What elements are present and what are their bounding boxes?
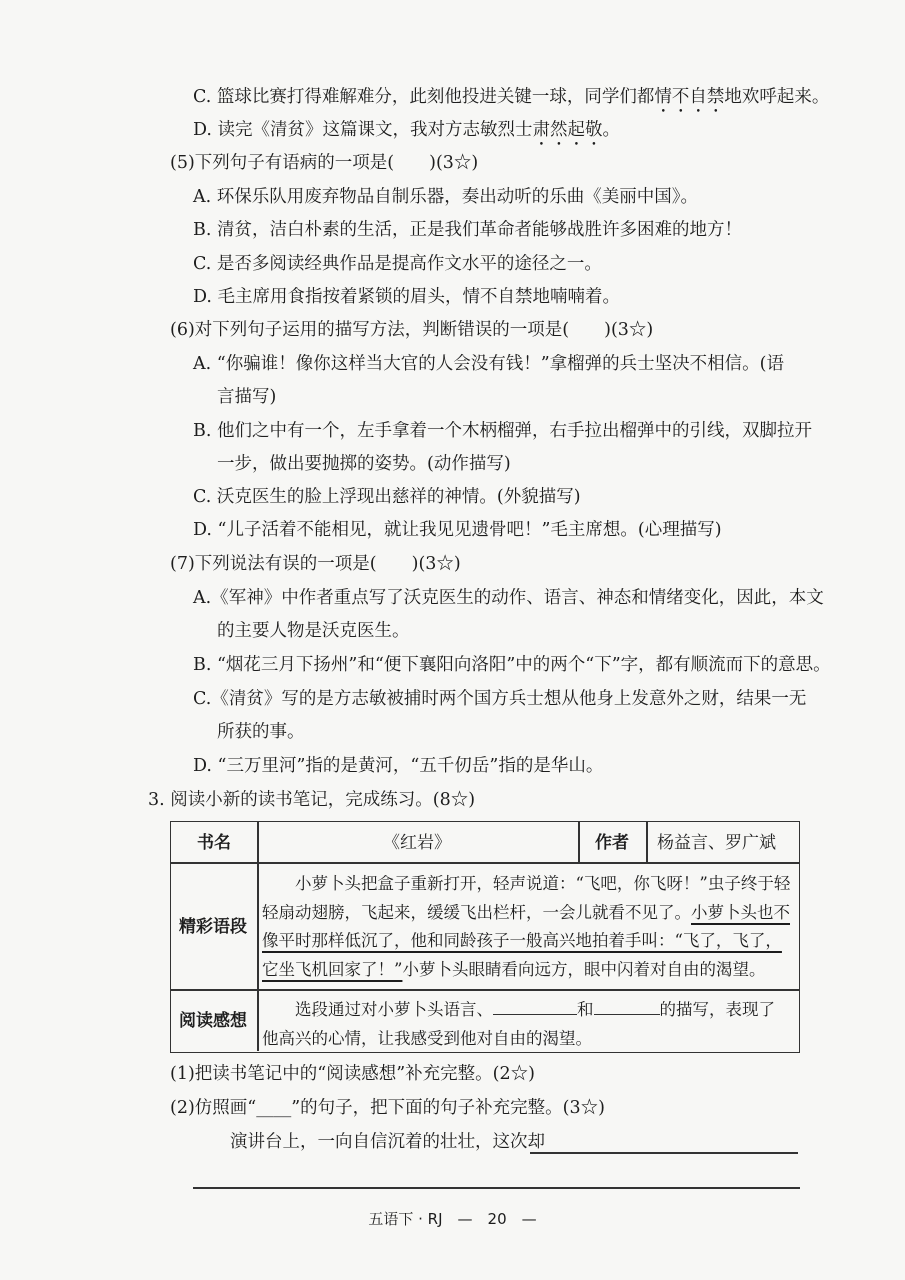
q5-option-c: C. 是否多阅读经典作品是提高作文水平的途径之一。 <box>193 254 602 274</box>
q3-sub2: (2)仿照画“____”的句子，把下面的句子补充完整。(3☆) <box>170 1098 605 1118</box>
q3-stem: 3. 阅读小新的读书笔记，完成练习。(8☆) <box>148 790 476 810</box>
book-title: 《红岩》 <box>383 833 451 853</box>
q4-option-c: C. 篮球比赛打得难解难分，此刻他投进关键一球，同学们都情不自禁地欢呼起来。 <box>193 87 830 107</box>
excerpt-text: 小萝卜头把盒子重新打开，轻声说道：“飞吧，你飞呀！”虫子终于轻轻扇动翅膀，飞起来，缓缓飞出栏杆，一会儿就看不见了。小萝卜头也不像平时那样低沉了，他和同龄孩子一般高兴地拍着手叫：“飞了，飞了，它坐飞机回家了！”小萝卜头眼睛看向远方，眼中闪着对自由的渴望。 <box>262 874 791 979</box>
reflection-text: 选段通过对小萝卜头语言、 和 的描写，表现了 他高兴的心情，让我感受到他对自由的渴望。 <box>262 996 792 1053</box>
author-name: 杨益言、罗广斌 <box>657 833 776 853</box>
q6-option-d: D. “儿子活着不能相见，就让我见见遗骨吧！”毛主席想。(心理描写) <box>193 520 722 540</box>
q5-option-a: A. 环保乐队用废弃物品自制乐器，奏出动听的乐曲《美丽中国》。 <box>193 187 699 207</box>
table-divider <box>646 822 648 862</box>
q7-option-c: C.《清贫》写的是方志敏被捕时两个国方兵士想从他身上发意外之财，结果一无 <box>193 689 807 709</box>
q5-option-b: B. 清贫，洁白朴素的生活，正是我们革命者能够战胜许多困难的地方！ <box>193 220 742 240</box>
q7-option-b: B. “烟花三月下扬州”和“便下襄阳向洛阳”中的两个“下”字，都有顺流而下的意思。 <box>193 655 831 675</box>
table-divider <box>171 989 799 991</box>
q6-option-b: B. 他们之中有一个，左手拿着一个木柄榴弹，右手拉出榴弹中的引线，双脚拉开 <box>193 421 812 441</box>
q7-stem: (7)下列说法有误的一项是( )(3☆) <box>170 554 461 574</box>
q6-stem: (6)对下列句子运用的描写方法，判断错误的一项是( )(3☆) <box>170 320 654 340</box>
q7-option-c-cont: 所获的事。 <box>217 722 305 742</box>
reflection-blank-1[interactable] <box>493 996 577 1015</box>
q3-sub2-prompt: 演讲台上，一向自信沉着的壮壮，这次却 <box>230 1132 545 1152</box>
answer-line-1[interactable] <box>530 1152 798 1154</box>
table-divider <box>257 822 259 1051</box>
answer-line-2[interactable] <box>193 1187 800 1189</box>
excerpt-label: 精彩语段 <box>179 917 247 937</box>
q6-option-c: C. 沃克医生的脸上浮现出慈祥的神情。(外貌描写) <box>193 487 581 507</box>
q5-stem: (5)下列句子有语病的一项是( )(3☆) <box>170 153 479 173</box>
book-label: 书名 <box>197 833 231 853</box>
excerpt-underlined: 小萝卜头也不像平时那样低沉了，他和同龄孩子一般高兴地拍着手叫：“飞了，飞了，它坐飞机回家了！” <box>262 902 790 979</box>
reflection-blank-2[interactable] <box>594 996 660 1015</box>
author-label: 作者 <box>595 833 629 853</box>
q7-option-d: D. “三万里河”指的是黄河，“五千仞岳”指的是华山。 <box>193 756 604 776</box>
table-divider <box>171 862 799 864</box>
q6-option-a-cont: 言描写) <box>217 387 277 407</box>
q5-option-d: D. 毛主席用食指按着紧锁的眉头，情不自禁地喃喃着。 <box>193 287 621 307</box>
page-footer: 五语下 · RJ — 20 — <box>368 1210 537 1228</box>
q7-option-a-cont: 的主要人物是沃克医生。 <box>217 621 410 641</box>
q3-sub1: (1)把读书笔记中的“阅读感想”补充完整。(2☆) <box>170 1064 535 1084</box>
table-divider <box>578 822 580 862</box>
q7-option-a: A.《军神》中作者重点写了沃克医生的动作、语言、神态和情绪变化，因此，本文 <box>193 588 824 608</box>
q4-option-d: D. 读完《清贫》这篇课文，我对方志敏烈士肃然起敬。 <box>193 120 621 140</box>
q6-option-a: A. “你骗谁！像你这样当大官的人会没有钱！”拿榴弹的兵士坚决不相信。(语 <box>193 354 784 374</box>
q6-option-b-cont: 一步，做出要抛掷的姿势。(动作描写) <box>217 454 511 474</box>
reflection-label: 阅读感想 <box>179 1011 247 1031</box>
